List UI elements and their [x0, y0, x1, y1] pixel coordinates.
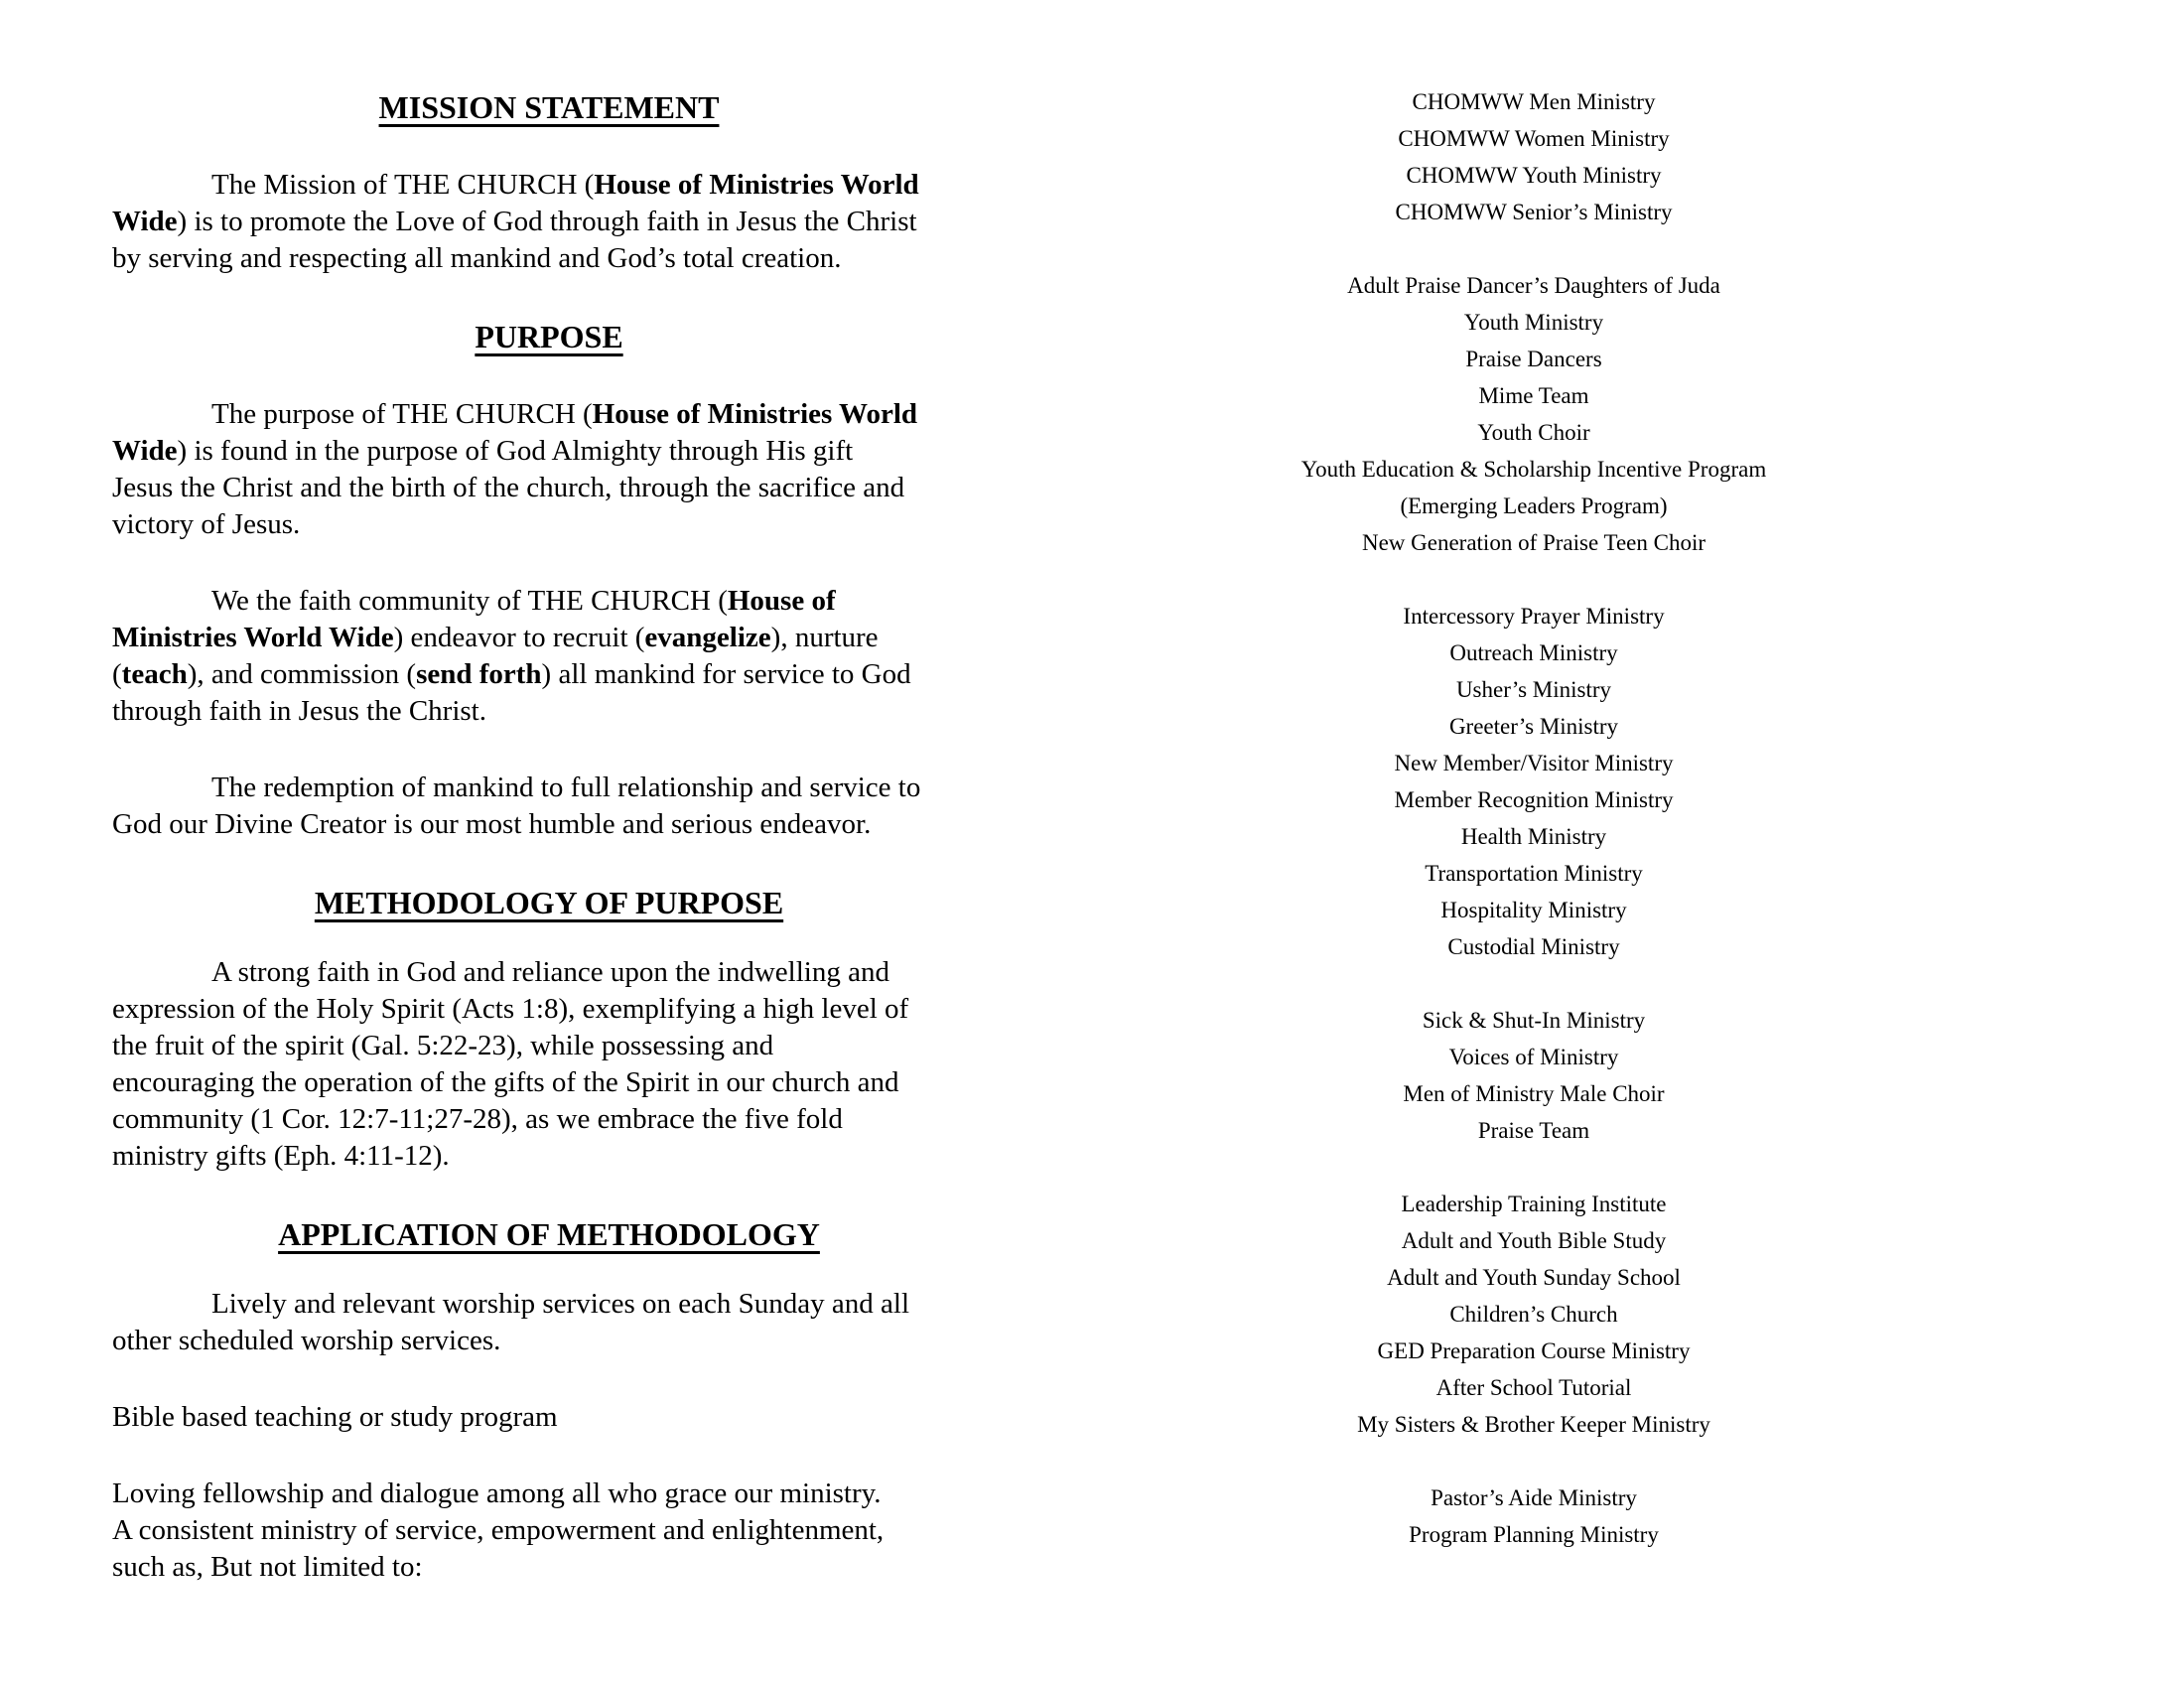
ministry-item: Adult and Youth Bible Study	[1401, 1228, 1667, 1253]
plain-text: such as, But not limited to:	[112, 1551, 423, 1583]
body-paragraph	[112, 1476, 1055, 1586]
text-line	[112, 770, 1055, 806]
ministry-item: Youth Choir	[1477, 420, 1590, 445]
plain-text: other scheduled worship services.	[112, 1325, 501, 1356]
text-line	[112, 506, 1055, 543]
ministry-item: Intercessory Prayer Ministry	[1403, 604, 1665, 629]
plain-text: We the faith community of THE CHURCH (	[211, 585, 728, 617]
plain-text: ) all mankind for service to God	[541, 658, 911, 690]
plain-text: by serving and respecting all mankind and God’s total creation.	[112, 242, 842, 274]
body-paragraph	[112, 167, 1055, 277]
section-heading: METHODOLOGY OF PURPOSE	[314, 885, 784, 920]
ministry-item: CHOMWW Men Ministry	[1412, 89, 1656, 114]
text-line	[112, 204, 1055, 240]
text-line	[112, 240, 1055, 277]
ministry-item: Mime Team	[1478, 383, 1589, 408]
plain-text: victory of Jesus.	[112, 508, 301, 540]
plain-text: (	[112, 658, 122, 690]
text-line	[112, 1138, 1055, 1175]
text-line	[112, 991, 1055, 1028]
ministry-item: Children’s Church	[1449, 1302, 1618, 1327]
bold-text: evangelize	[644, 622, 771, 653]
text-line	[112, 167, 1055, 204]
plain-text: Bible based teaching or study program	[112, 1401, 558, 1433]
text-line	[112, 954, 1055, 991]
ministry-item: Program Planning Ministry	[1409, 1522, 1659, 1547]
ministry-item: Pastor’s Aide Ministry	[1431, 1485, 1637, 1510]
plain-text: The Mission of THE CHURCH (	[211, 169, 595, 201]
ministry-group	[1221, 1002, 1846, 1149]
ministry-item: Health Ministry	[1460, 824, 1607, 849]
text-line	[112, 693, 1055, 730]
bold-text: House of	[727, 585, 836, 617]
plain-text: community (1 Cor. 12:7-11;27-28), as we embrace the five fold	[112, 1103, 843, 1135]
plain-text: expression of the Holy Spirit (Acts 1:8), exemplifying a high level of	[112, 993, 909, 1025]
ministry-group	[1221, 598, 1846, 965]
plain-text: Loving fellowship and dialogue among all who grace our ministry.	[112, 1477, 882, 1509]
ministry-item: Men of Ministry Male Choir	[1403, 1081, 1665, 1106]
plain-text: ) is found in the purpose of God Almighty through His gift	[177, 435, 854, 467]
plain-text: through faith in Jesus the Christ.	[112, 695, 486, 727]
section-heading: MISSION STATEMENT	[378, 89, 720, 125]
ministry-item: Praise Team	[1477, 1118, 1590, 1143]
ministry-item: Youth Ministry	[1463, 310, 1604, 335]
plain-text: The purpose of THE CHURCH (	[211, 398, 593, 430]
ministry-item: After School Tutorial	[1435, 1375, 1632, 1400]
text-line	[112, 1064, 1055, 1101]
ministry-item: Sick & Shut-In Ministry	[1422, 1008, 1646, 1033]
ministry-item: Adult Praise Dancer’s Daughters of Juda	[1347, 273, 1720, 298]
bold-text: Wide	[112, 206, 178, 237]
ministry-item: Adult and Youth Sunday School	[1387, 1265, 1681, 1290]
bold-text: House of Ministries World	[592, 398, 917, 430]
ministry-group	[1221, 1479, 1846, 1553]
ministry-item: Leadership Training Institute	[1401, 1192, 1667, 1216]
plain-text: ), and commission (	[187, 658, 417, 690]
bold-text: teach	[121, 658, 188, 690]
section-heading: PURPOSE	[475, 319, 623, 354]
text-line	[112, 1101, 1055, 1138]
text-line	[112, 1512, 1055, 1549]
ministry-item: CHOMWW Senior’s Ministry	[1395, 200, 1673, 224]
body-paragraph	[112, 1399, 1055, 1436]
ministry-item: Greeter’s Ministry	[1448, 714, 1619, 739]
ministry-item: Hospitality Ministry	[1440, 898, 1627, 922]
ministry-item: GED Preparation Course Ministry	[1377, 1338, 1691, 1363]
bold-text: Ministries World Wide	[112, 622, 394, 653]
plain-text: ), nurture	[770, 622, 879, 653]
ministry-item: Outreach Ministry	[1449, 640, 1618, 665]
plain-text: A consistent ministry of service, empowerment and enlightenment,	[112, 1514, 885, 1546]
body-paragraph	[112, 770, 1055, 843]
ministry-item: Member Recognition Ministry	[1394, 787, 1674, 812]
ministry-item: New Member/Visitor Ministry	[1394, 751, 1674, 775]
text-line	[112, 396, 1055, 433]
ministry-item: Praise Dancers	[1465, 347, 1602, 371]
text-line	[112, 656, 1055, 693]
section-heading: APPLICATION OF METHODOLOGY	[278, 1216, 820, 1252]
text-line	[112, 806, 1055, 843]
bold-text: send forth	[416, 658, 542, 690]
plain-text: A strong faith in God and reliance upon the indwelling and	[211, 956, 889, 988]
ministry-item: Voices of Ministry	[1448, 1045, 1619, 1069]
ministry-group	[1221, 1186, 1846, 1443]
ministry-item: (Emerging Leaders Program)	[1400, 493, 1668, 518]
bold-text: Wide	[112, 435, 178, 467]
plain-text: Lively and relevant worship services on each Sunday and all	[211, 1288, 910, 1320]
text-line	[112, 1399, 1055, 1436]
text-line	[112, 470, 1055, 506]
ministry-item: Custodial Ministry	[1447, 934, 1620, 959]
ministry-group	[1221, 83, 1846, 230]
body-paragraph	[112, 1286, 1055, 1359]
text-line	[112, 1476, 1055, 1512]
plain-text: The redemption of mankind to full relationship and service to	[211, 772, 921, 803]
bold-text: House of Ministries World	[594, 169, 919, 201]
text-line	[112, 433, 1055, 470]
ministry-item: CHOMWW Youth Ministry	[1406, 163, 1662, 188]
text-line	[112, 620, 1055, 656]
plain-text: ) is to promote the Love of God through faith in Jesus the Christ	[177, 206, 917, 237]
body-paragraph	[112, 396, 1055, 543]
ministry-group	[1221, 267, 1846, 561]
text-line	[112, 1549, 1055, 1586]
plain-text: Jesus the Christ and the birth of the church, through the sacrifice and	[112, 472, 905, 503]
ministry-item: New Generation of Praise Teen Choir	[1361, 530, 1706, 555]
text-line	[112, 583, 1055, 620]
body-paragraph	[112, 954, 1055, 1175]
body-paragraph	[112, 583, 1055, 730]
ministry-item: My Sisters & Brother Keeper Ministry	[1357, 1412, 1710, 1437]
ministry-item: Youth Education & Scholarship Incentive Program	[1300, 457, 1767, 482]
plain-text: encouraging the operation of the gifts of the Spirit in our church and	[112, 1066, 899, 1098]
text-line	[112, 1028, 1055, 1064]
ministries-list	[1221, 83, 1846, 1590]
left-column	[112, 58, 1055, 1586]
ministry-item: Usher’s Ministry	[1455, 677, 1612, 702]
ministry-item: Transportation Ministry	[1425, 861, 1643, 886]
ministry-item: CHOMWW Women Ministry	[1398, 126, 1670, 151]
plain-text: ) endeavor to recruit (	[393, 622, 645, 653]
plain-text: God our Divine Creator is our most humble and serious endeavor.	[112, 808, 872, 840]
text-line	[112, 1286, 1055, 1323]
plain-text: ministry gifts (Eph. 4:11-12).	[112, 1140, 450, 1172]
plain-text: the fruit of the spirit (Gal. 5:22-23), while possessing and	[112, 1030, 774, 1061]
text-line	[112, 1323, 1055, 1359]
